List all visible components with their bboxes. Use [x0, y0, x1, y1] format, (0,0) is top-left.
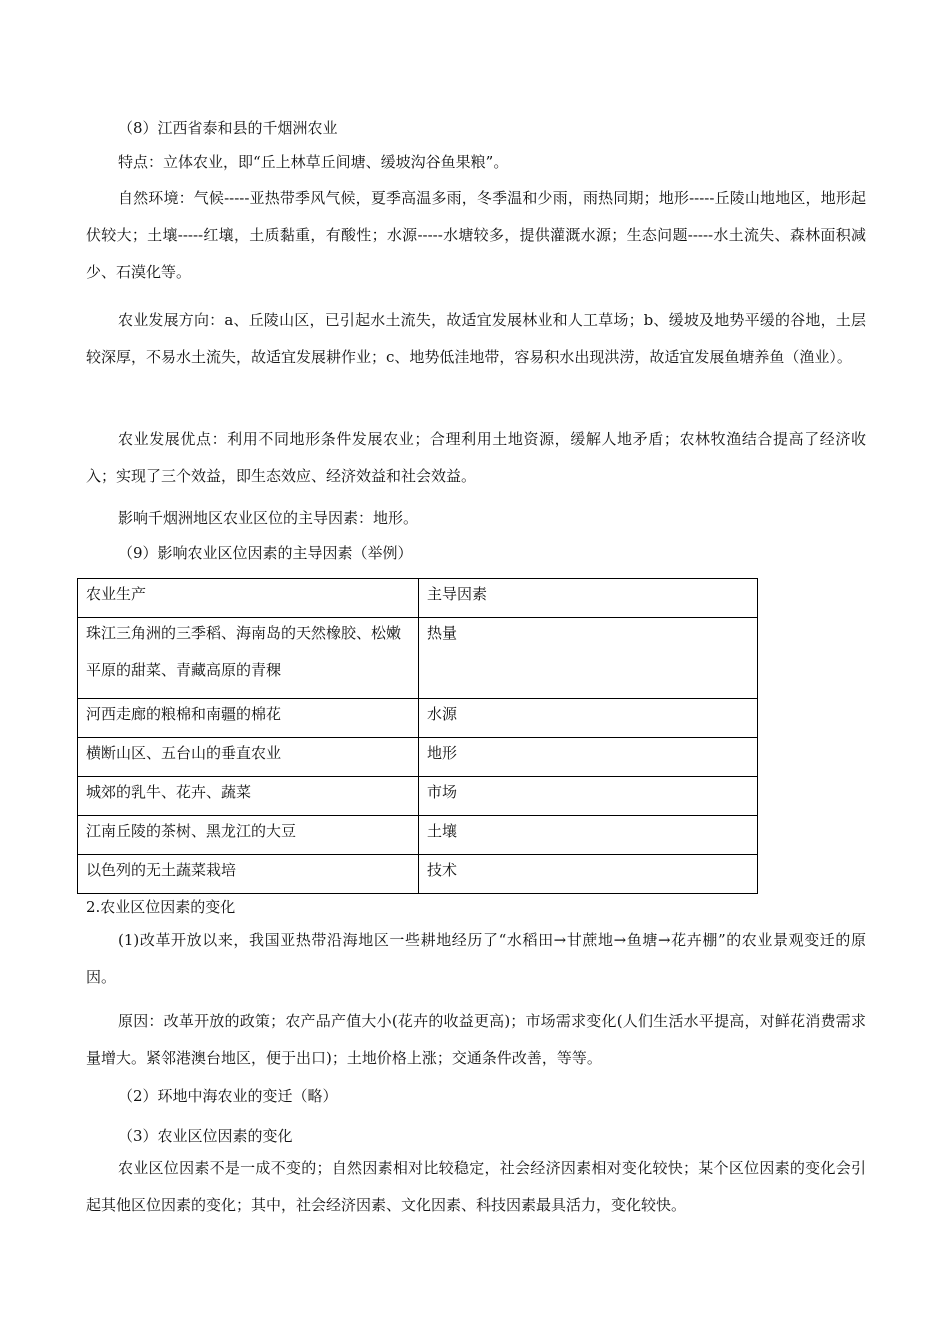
table-cell: 热量 [419, 618, 758, 699]
table-cell: 土壤 [419, 816, 758, 855]
table-header-cell: 主导因素 [419, 579, 758, 618]
table-cell: 以色列的无土蔬菜栽培 [78, 855, 419, 894]
table-row [78, 738, 758, 777]
table-row [78, 816, 758, 855]
summary-paragraph: 农业区位因素不是一成不变的；自然因素相对比较稳定，社会经济因素相对变化较快；某个区位因素的变化会引起其他区位因素的变化；其中，社会经济因素、文化因素、科技因素最具活力，变化较快。 [86, 1159, 866, 1214]
table-row [78, 699, 758, 738]
features-paragraph: 特点：立体农业，即“丘上林草丘间塘、缓坡沟谷鱼果粮”。 [118, 153, 509, 171]
section-8-heading: （8）江西省泰和县的千烟洲农业 [118, 119, 338, 137]
dominant-factor-paragraph: 影响千烟洲地区农业区位的主导因素：地形。 [118, 509, 419, 527]
question-2-heading: （2）环地中海农业的变迁（略） [118, 1087, 338, 1105]
table-row [78, 777, 758, 816]
table-header-cell: 农业生产 [78, 579, 419, 618]
table-cell: 技术 [419, 855, 758, 894]
table-row [78, 855, 758, 894]
table-cell: 河西走廊的粮棉和南疆的棉花 [78, 699, 419, 738]
section-2-heading: 2.农业区位因素的变化 [86, 898, 236, 916]
question-1-paragraph: (1)改革开放以来，我国亚热带沿海地区一些耕地经历了“水稻田→甘蔗地→鱼塘→花卉棚”的农业景观变迁的原因。 [86, 931, 866, 986]
advantages-paragraph: 农业发展优点：利用不同地形条件发展农业；合理利用土地资源，缓解人地矛盾；农林牧渔结合提高了经济收入；实现了三个效益，即生态效应、经济效益和社会效益。 [86, 430, 866, 485]
table-cell: 地形 [419, 738, 758, 777]
question-3-heading: （3）农业区位因素的变化 [118, 1127, 293, 1145]
reason-paragraph: 原因：改革开放的政策；农产品产值大小(花卉的收益更高)；市场需求变化(人们生活水平提高，对鲜花消费需求量增大。紧邻港澳台地区，便于出口)；土地价格上涨；交通条件改善，等等。 [86, 1012, 866, 1067]
table-cell: 市场 [419, 777, 758, 816]
location-factor-table [77, 578, 758, 894]
table-cell: 城郊的乳牛、花卉、蔬菜 [78, 777, 419, 816]
table-header-row [78, 579, 758, 618]
table-row [78, 618, 758, 699]
table-cell: 水源 [419, 699, 758, 738]
table-cell: 横断山区、五台山的垂直农业 [78, 738, 419, 777]
environment-paragraph: 自然环境：气候-----亚热带季风气候，夏季高温多雨，冬季温和少雨，雨热同期；地形-----丘陵山地地区，地形起伏较大；土壤-----红壤，土质黏重，有酸性；水源-----水塘较多，提供灌溉水源；生态问题-----水土流失、森林面积减少、石漠化等。 [86, 189, 866, 281]
direction-paragraph: 农业发展方向：a、丘陵山区，已引起水土流失，故适宜发展林业和人工草场；b、缓坡及地势平缓的谷地，土层较深厚，不易水土流失，故适宜发展耕作业；c、地势低洼地带，容易积水出现洪涝，故适宜发展鱼塘养鱼（渔业）。 [86, 311, 866, 366]
section-9-heading: （9）影响农业区位因素的主导因素（举例） [118, 544, 413, 562]
table-cell: 珠江三角洲的三季稻、海南岛的天然橡胶、松嫩平原的甜菜、青藏高原的青稞 [78, 618, 419, 699]
table-cell: 江南丘陵的茶树、黑龙江的大豆 [78, 816, 419, 855]
